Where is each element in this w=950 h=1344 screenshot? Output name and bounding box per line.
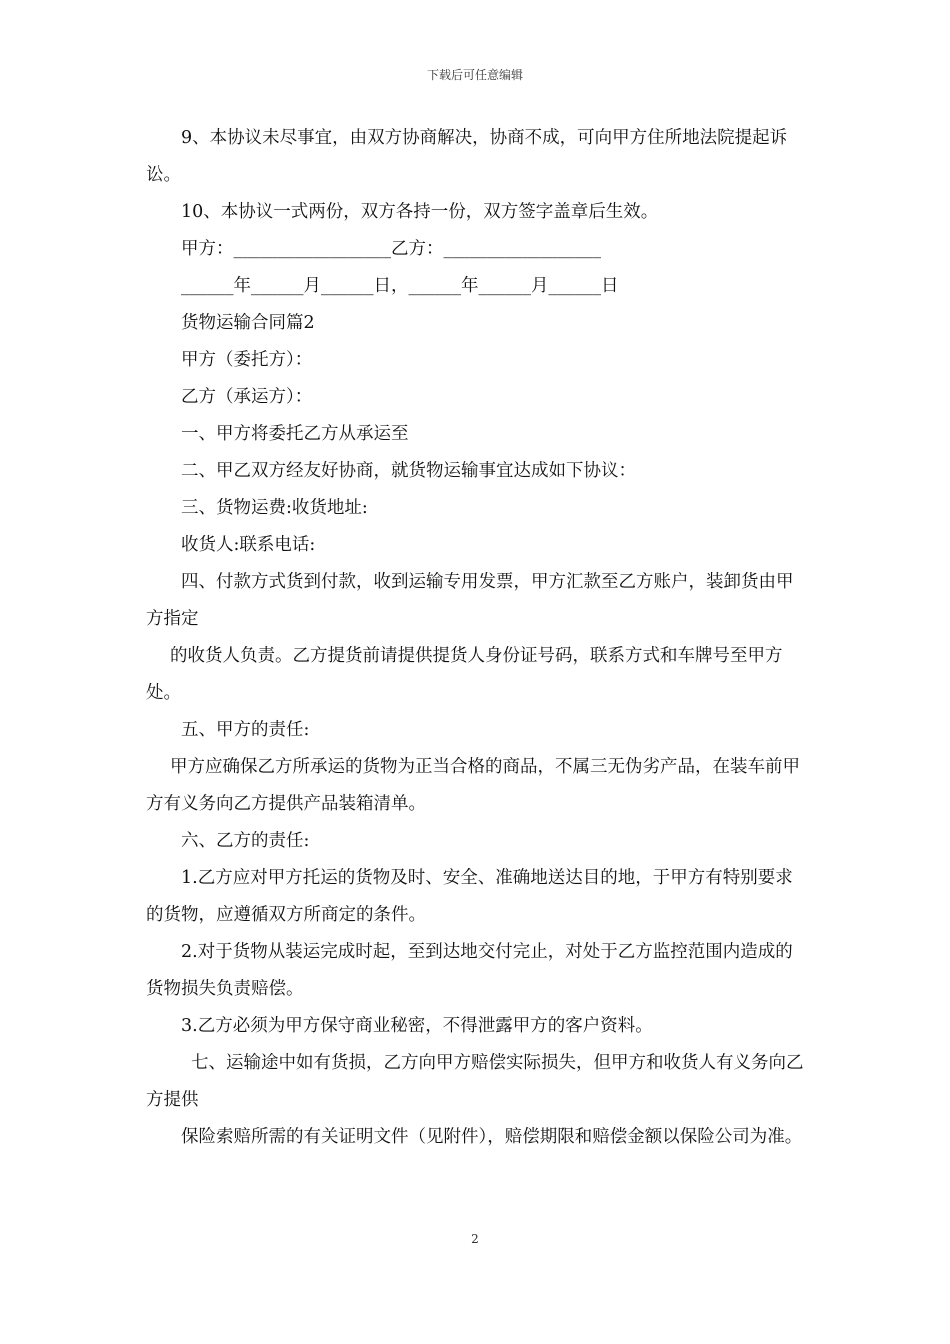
paragraph-clause-9: 9、本协议未尽事宜，由双方协商解决，协商不成，可向甲方住所地法院提起诉讼。 [146,128,788,185]
clause-one: 一、甲方将委托乙方从承运至 [181,424,409,444]
clause-seven-continued: 保险索赔所需的有关证明文件（见附件），赔偿期限和赔偿金额以保险公司为准。 [181,1127,803,1147]
clause-seven: 七、运输途中如有货损，乙方向甲方赔偿实际损失，但甲方和收货人有义务向乙方提供 [146,1053,804,1110]
clause-six-item-2: 2.对于货物从装运完成时起，至到达地交付完止，对处于乙方监控范围内造成的货物损失负责赔偿。 [146,942,793,999]
document-body [146,120,810,1156]
clause-two: 二、甲乙双方经友好协商，就货物运输事宜达成如下协议： [181,461,636,481]
date-line: ______年______月______日，______年______月______日 [181,276,619,296]
clause-five-heading: 五、甲方的责任: [181,720,310,740]
page-header: 下载后可任意编辑 [426,68,523,82]
page-number: 2 [471,1232,479,1246]
paragraph-clause-10: 10、本协议一式两份，双方各持一份，双方签字盖章后生效。 [181,202,659,222]
party-a-line: 甲方（委托方）： [181,350,313,370]
signature-line: 甲方：__________________乙方：__________________ [181,239,601,259]
section-title: 货物运输合同篇2 [181,313,315,333]
clause-three: 三、货物运费:收货地址: [181,498,368,518]
party-b-line: 乙方（承运方）： [181,387,313,407]
clause-six-heading: 六、乙方的责任: [181,831,310,851]
clause-four: 四、付款方式货到付款，收到运输专用发票，甲方汇款至乙方账户，装卸货由甲方指定 [146,572,794,629]
consignee-line: 收货人:联系电话: [181,535,316,555]
clause-six-item-1: 1.乙方应对甲方托运的货物及时、安全、准确地送达目的地，于甲方有特别要求的货物，应遵循双方所商定的条件。 [146,868,793,925]
clause-four-continued: 的收货人负责。乙方提货前请提供提货人身份证号码，联系方式和车牌号至甲方处。 [146,646,783,703]
clause-six-item-3: 3.乙方必须为甲方保守商业秘密，不得泄露甲方的客户资料。 [181,1016,653,1036]
clause-five-body: 甲方应确保乙方所承运的货物为正当合格的商品，不属三无伪劣产品，在装车前甲方有义务向乙方提供产品装箱清单。 [146,757,800,814]
